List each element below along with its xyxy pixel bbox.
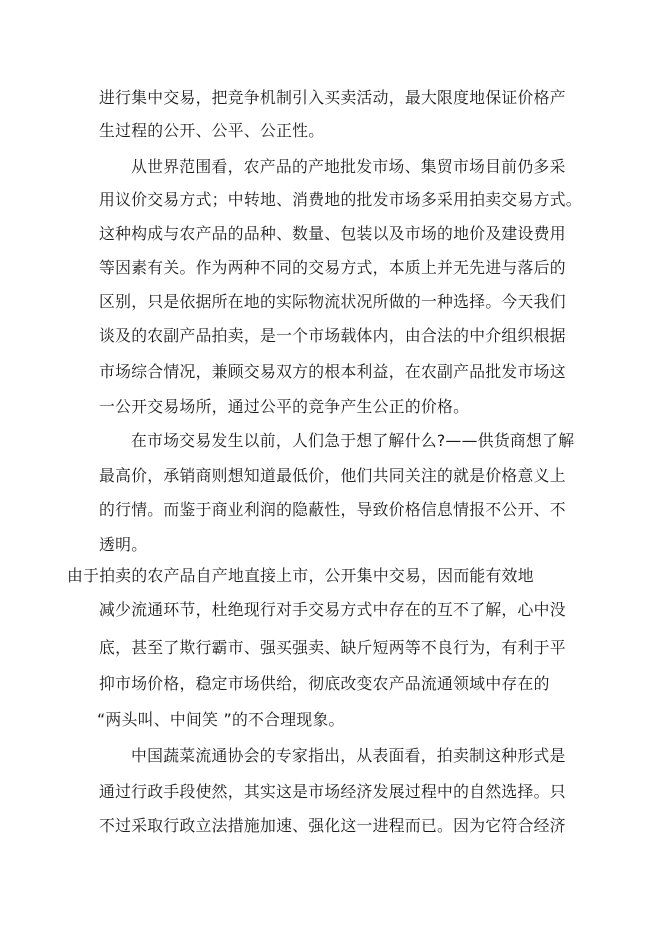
text-line: 用议价交易方式；中转地、消费地的批发市场多采用拍卖交易方式。 xyxy=(99,190,582,209)
text-line: 透明。 xyxy=(99,535,148,554)
text-line: “两头叫、中间笑 ”的不合理现象。 xyxy=(97,710,345,729)
text-line: 等因素有关。作为两种不同的交易方式，本质上并无先进与落后的 xyxy=(99,258,566,277)
text-line: 市场综合情况，兼顾交易双方的根本利益，在农副产品批发市场这 xyxy=(99,362,566,381)
paragraph-start-line: 由于拍卖的农产品自产地直接上市，公开集中交易，因而能有效地 xyxy=(67,566,534,585)
text-line: 谈及的农副产品拍卖，是一个市场载体内，由合法的中介组织根据 xyxy=(99,326,566,345)
text-line: 一公开交易场所，通过公平的竞争产生公正的价格。 xyxy=(99,397,470,416)
text-line: 底，甚至了欺行霸市、强买强卖、缺斤短两等不良行为，有利于平 xyxy=(99,638,566,657)
text-line: 这种构成与农产品的品种、数量、包装以及市场的地价及建设费用 xyxy=(99,224,566,243)
text-line: 区别，只是依据所在地的实际物流状况所做的一种选择。今天我们 xyxy=(99,292,566,311)
text-line: 通过行政手段使然，其实这是市场经济发展过程中的自然选择。只 xyxy=(99,782,566,801)
text-line: 不过采取行政立法措施加速、强化这一进程而已。因为它符合经济 xyxy=(99,816,566,835)
paragraph-start-line: 中国蔬菜流通协会的专家指出，从表面看，拍卖制这种形式是 xyxy=(131,746,566,765)
paragraph-start-line: 从世界范围看，农产品的产地批发市场、集贸市场目前仍多采 xyxy=(131,157,566,176)
text-line: 进行集中交易，把竞争机制引入买卖活动，最大限度地保证价格产 xyxy=(99,88,566,107)
text-line: 的行情。而鉴于商业利润的隐蔽性，导致价格信息情报不公开、不 xyxy=(99,500,566,519)
text-line: 最高价，承销商则想知道最低价，他们共同关注的就是价格意义上 xyxy=(99,466,566,485)
text-line: 生过程的公开、公平、公正性。 xyxy=(99,121,325,140)
text-line: 抑市场价格，稳定市场供给，彻底改变农产品流通领域中存在的 xyxy=(99,674,550,693)
text-line: 减少流通环节，杜绝现行对手交易方式中存在的互不了解，心中没 xyxy=(99,600,566,619)
paragraph-start-line: 在市场交易发生以前，人们急于想了解什么?——供货商想了解 xyxy=(131,431,575,450)
